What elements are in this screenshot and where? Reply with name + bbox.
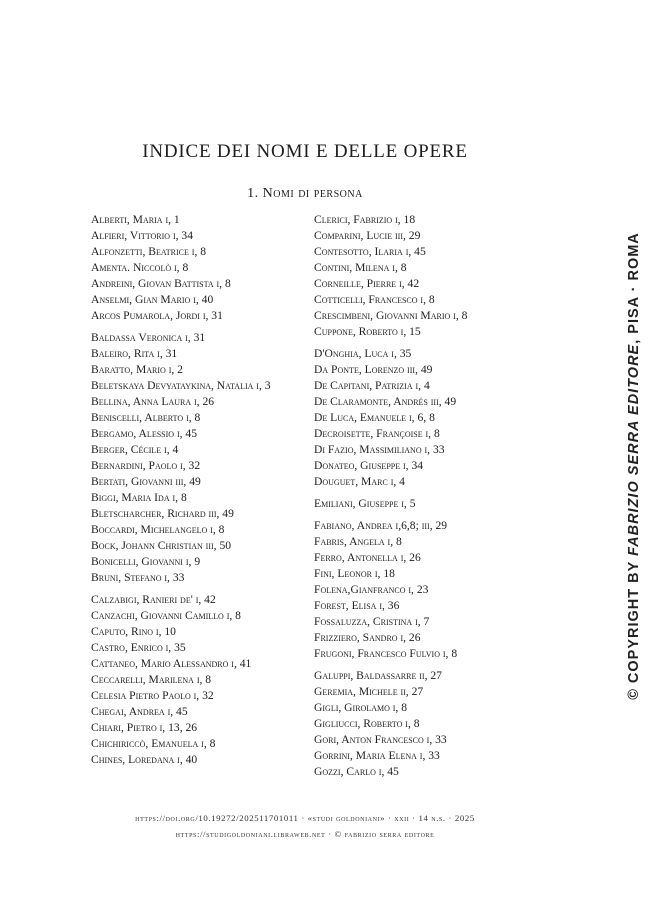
- index-entry: Frizziero, Sandro i, 26: [314, 631, 421, 644]
- index-entry: Geremia, Michele ii, 27: [314, 685, 424, 698]
- index-entry: Baldassa Veronica i, 31: [91, 331, 206, 344]
- index-entry: Contini, Milena i, 8: [314, 261, 407, 274]
- index-entry: Caputo, Rino i, 10: [91, 625, 176, 638]
- index-entry: Boccardi, Michelangelo i, 8: [91, 523, 225, 536]
- index-entry: Alfonzetti, Beatrice i, 8: [91, 245, 207, 258]
- index-entry: Bernardini, Paolo i, 32: [91, 459, 201, 472]
- index-column-right: [314, 212, 534, 780]
- index-entry: Amenta. Niccolò i, 8: [91, 261, 189, 274]
- index-column-left: [91, 212, 311, 768]
- index-entry: Fini, Leonor i, 18: [314, 567, 395, 580]
- index-entry: Douguet, Marc i, 4: [314, 475, 405, 488]
- index-entry: De Luca, Emanuele i, 6, 8: [314, 411, 435, 424]
- index-entry: Cuppone, Roberto i, 15: [314, 325, 421, 338]
- index-entry: Donateo, Giuseppe i, 34: [314, 459, 424, 472]
- index-entry: Da Ponte, Lorenzo iii, 49: [314, 363, 433, 376]
- index-entry: Emiliani, Giuseppe i, 5: [314, 497, 416, 510]
- index-entry: Bellina, Anna Laura i, 26: [91, 395, 215, 408]
- index-entry: Chines, Loredana i, 40: [91, 753, 198, 766]
- index-entry: De Capitani, Patrizia i, 4: [314, 379, 430, 392]
- index-entry: Beletskaya Devyataykina, Natalia i, 3: [91, 379, 271, 392]
- index-entry: Chiari, Pietro i, 13, 26: [91, 721, 198, 734]
- section-heading: 1. Nomi di persona: [247, 186, 363, 201]
- index-entry: Celesia Pietro Paolo i, 32: [91, 689, 214, 702]
- index-entry: Andreini, Giovan Battista i, 8: [91, 277, 231, 290]
- index-entry: Fabiano, Andrea i,6,8; iii, 29: [314, 519, 448, 532]
- index-entry: Gozzi, Carlo i, 45: [314, 765, 399, 778]
- index-entry: Clerici, Fabrizio i, 18: [314, 213, 416, 226]
- index-entry: Chegai, Andrea i, 45: [91, 705, 188, 718]
- index-entry: Crescimbeni, Giovanni Mario i, 8: [314, 309, 468, 322]
- index-entry: Alfieri, Vittorio i, 34: [91, 229, 194, 242]
- index-entry: Calzabigi, Ranieri de' i, 42: [91, 593, 216, 606]
- index-entry: Ceccarelli, Marilena i, 8: [91, 673, 212, 686]
- index-entry: Castro, Enrico i, 35: [91, 641, 186, 654]
- index-entry: Bruni, Stefano i, 33: [91, 571, 185, 584]
- index-entry: Corneille, Pierre i, 42: [314, 277, 420, 290]
- index-entry: Comparini, Lucie iii, 29: [314, 229, 421, 242]
- index-entry: Frugoni, Francesco Fulvio i, 8: [314, 647, 458, 660]
- index-entry: Bletscharcher, Richard iii, 49: [91, 507, 234, 520]
- index-entry: Decroisette, Françoise i, 8: [314, 427, 440, 440]
- index-entry: De Claramonte, Andrés iii, 49: [314, 395, 457, 408]
- index-title: INDICE DEI NOMI E DELLE OPERE: [142, 141, 468, 162]
- index-entry: D'Onghia, Luca i, 35: [314, 347, 412, 360]
- copyright-suffix: , PISA · ROMA: [626, 232, 642, 344]
- index-entry: Ferro, Antonella i, 26: [314, 551, 421, 564]
- copyright-publisher: FABRIZIO SERRA EDITORE: [626, 343, 642, 556]
- copyright-prefix: © COPYRIGHT BY: [626, 555, 642, 700]
- index-entry: Bock, Johann Christian iii, 50: [91, 539, 232, 552]
- index-entry: Beniscelli, Alberto i, 8: [91, 411, 201, 424]
- index-entry: Di Fazio, Massimiliano i, 33: [314, 443, 445, 456]
- index-entry: Fossaluzza, Cristina i, 7: [314, 615, 430, 628]
- index-entry: Biggi, Maria Ida i, 8: [91, 491, 187, 504]
- index-entry: Anselmi, Gian Mario i, 40: [91, 293, 214, 306]
- index-entry: Bertati, Giovanni iii, 49: [91, 475, 201, 488]
- index-entry: Galuppi, Baldassarre ii, 27: [314, 669, 442, 682]
- copyright-vertical-banner: [626, 232, 642, 700]
- index-entry: Arcos Pumarola, Jordi i, 31: [91, 309, 223, 322]
- index-entry: Gigliucci, Roberto i, 8: [314, 717, 420, 730]
- index-entry: Baleiro, Rita i, 31: [91, 347, 178, 360]
- index-entry: Gori, Anton Francesco i, 33: [314, 733, 447, 746]
- footer-doi-line: https://doi.org/10.19272/202511701011 · «studi goldoniani» · xxii · 14 n.s. · 2025: [135, 813, 475, 823]
- index-entry: Alberti, Maria i, 1: [91, 213, 180, 226]
- footer-website-line: https://studigoldoniani.libraweb.net · © fabrizio serra editore: [175, 829, 435, 839]
- index-entry: Berger, Cécile i, 4: [91, 443, 179, 456]
- index-entry: Fabris, Angela i, 8: [314, 535, 402, 548]
- index-entry: Contesotto, Ilaria i, 45: [314, 245, 426, 258]
- index-entry: Folena,Gianfranco i, 23: [314, 583, 429, 596]
- index-entry: Cattaneo, Mario Alessandro i, 41: [91, 657, 252, 670]
- index-entry: Gigli, Girolamo i, 8: [314, 701, 408, 714]
- index-entry: Gorrini, Maria Elena i, 33: [314, 749, 440, 762]
- index-entry: Cotticelli, Francesco i, 8: [314, 293, 435, 306]
- index-entry: Bergamo, Alessio i, 45: [91, 427, 197, 440]
- index-entry: Forest, Elisa i, 36: [314, 599, 400, 612]
- index-entry: Chichiriccò, Emanuela i, 8: [91, 737, 216, 750]
- index-entry: Canzachi, Giovanni Camillo i, 8: [91, 609, 241, 622]
- index-entry: Baratto, Mario i, 2: [91, 363, 183, 376]
- index-entry: Bonicelli, Giovanni i, 9: [91, 555, 201, 568]
